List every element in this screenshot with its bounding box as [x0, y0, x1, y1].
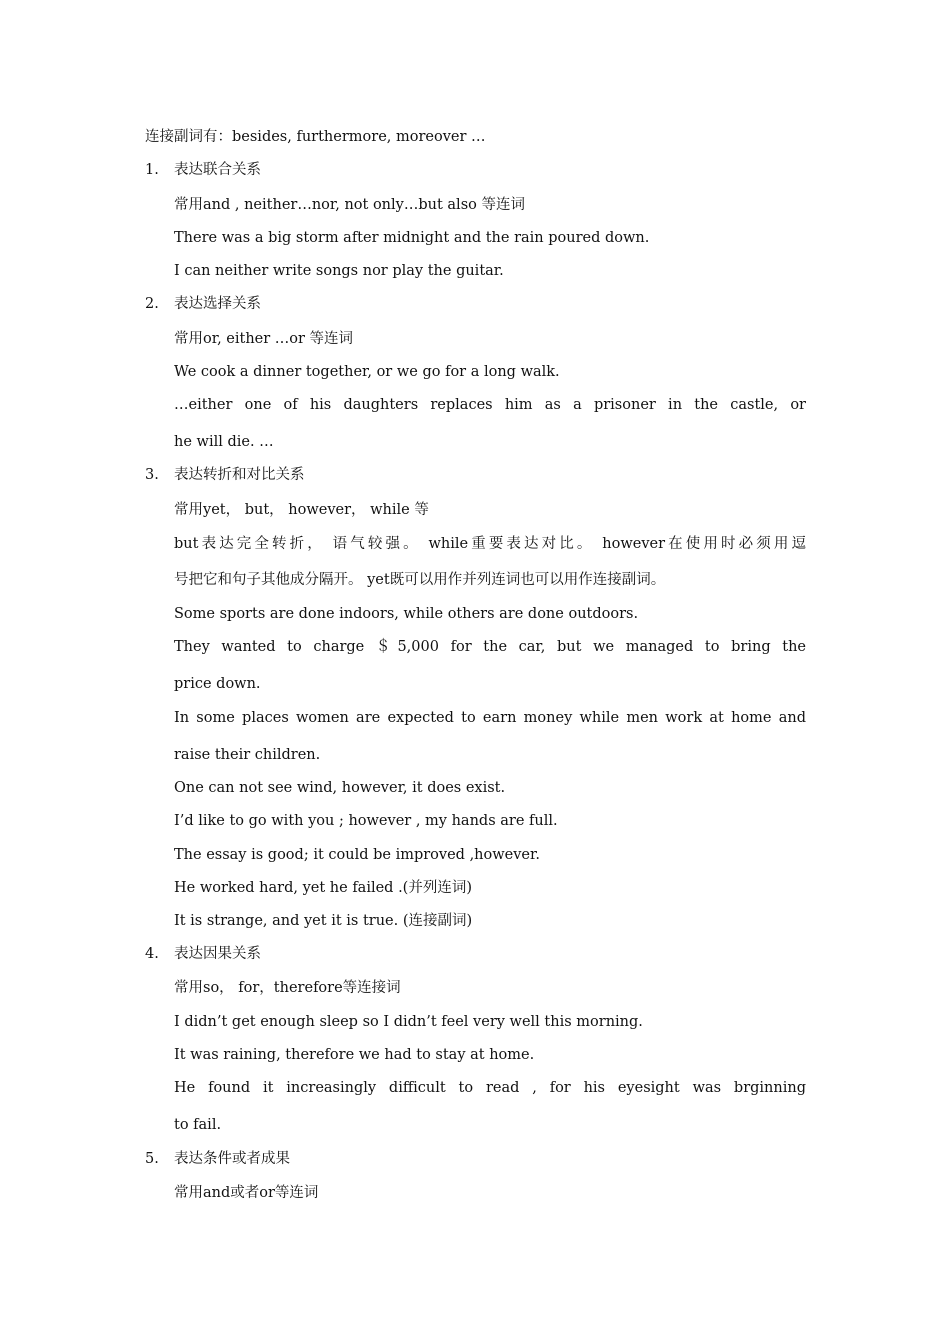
body-line: He worked hard, yet he failed .(并列连词) — [174, 880, 473, 896]
body-line: It was raining, therefore we had to stay at home. — [174, 1047, 535, 1063]
body-line: 常用and或者or等连词 — [174, 1185, 319, 1201]
body-line: raise their children. — [174, 747, 321, 763]
section-title: 表达选择关系 — [174, 296, 261, 312]
section-title: 表达因果关系 — [174, 946, 261, 962]
body-line: he will die. … — [174, 434, 274, 450]
body-line: price down. — [174, 676, 261, 692]
section-number: 1. — [145, 162, 159, 178]
section-title: 表达转折和对比关系 — [174, 467, 305, 483]
body-line: It is strange, and yet it is true. (连接副词) — [174, 913, 473, 929]
body-line: 常用so， for，therefore等连接词 — [174, 980, 401, 996]
body-line: The essay is good; it could be improved ,however. — [174, 847, 540, 863]
section-heading — [145, 944, 261, 964]
body-line: to fail. — [174, 1117, 222, 1133]
body-line: I’d like to go with you ; however , my hands are full. — [174, 813, 558, 829]
section-title: 表达条件或者成果 — [174, 1151, 290, 1167]
body-line: They wanted to charge ＄5,000 for the car, but we managed to bring the — [174, 639, 806, 655]
section-heading — [145, 465, 305, 485]
section-number: 3. — [145, 467, 159, 483]
body-line: but表达完全转折， 语气较强。 while重要表达对比。 however在使用时必须用逗 — [174, 536, 806, 552]
body-line: I didn’t get enough sleep so I didn’t feel very well this morning. — [174, 1014, 643, 1030]
body-line: I can neither write songs nor play the guitar. — [174, 263, 504, 279]
intro-line: 连接副词有：besides, furthermore, moreover … — [145, 129, 486, 145]
body-line: 常用yet， but， however， while 等 — [174, 502, 429, 518]
body-line: …either one of his daughters replaces him as a prisoner in the castle, or — [174, 397, 806, 413]
section-heading — [145, 160, 261, 180]
body-line: 号把它和句子其他成分隔开。 yet既可以用作并列连词也可以用作连接副词。 — [174, 572, 666, 588]
body-line: 常用or, either …or 等连词 — [174, 331, 354, 347]
section-number: 4. — [145, 946, 159, 962]
section-number: 2. — [145, 296, 159, 312]
body-line: In some places women are expected to earn money while men work at home and — [174, 710, 806, 726]
body-line: He found it increasingly difficult to read , for his eyesight was brginning — [174, 1080, 806, 1096]
body-line: We cook a dinner together, or we go for a long walk. — [174, 364, 560, 380]
section-heading — [145, 1149, 290, 1169]
section-title: 表达联合关系 — [174, 162, 261, 178]
body-line: Some sports are done indoors, while others are done outdoors. — [174, 606, 639, 622]
body-line: There was a big storm after midnight and the rain poured down. — [174, 230, 650, 246]
section-number: 5. — [145, 1151, 159, 1167]
body-line: One can not see wind, however, it does exist. — [174, 780, 506, 796]
body-line: 常用and , neither…nor, not only…but also 等连词 — [174, 197, 525, 213]
section-heading — [145, 294, 261, 314]
